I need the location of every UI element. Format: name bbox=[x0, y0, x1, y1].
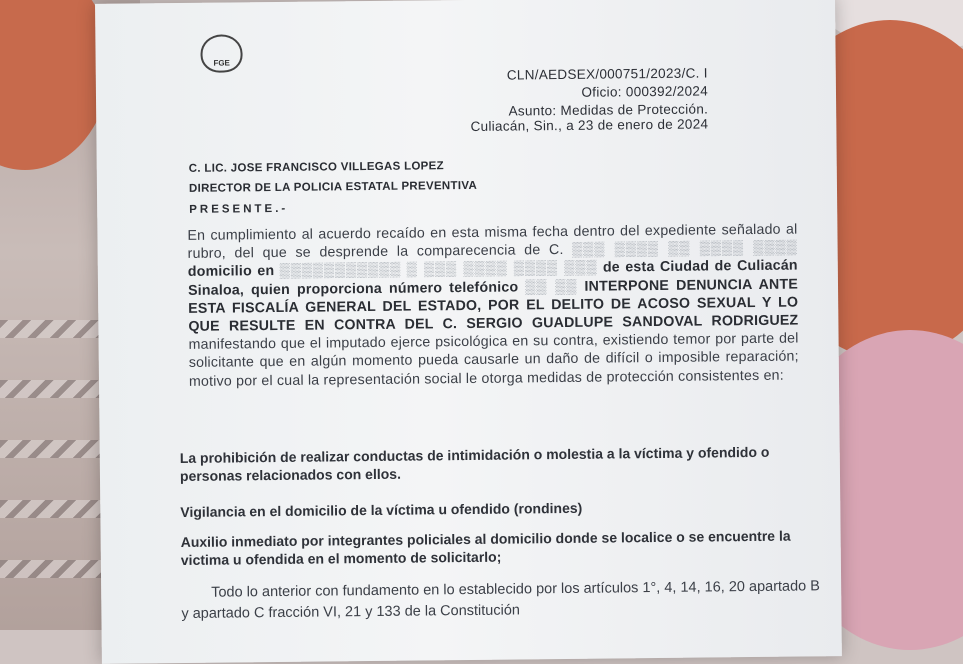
body-text: domicilio en bbox=[187, 263, 275, 281]
redacted-name: ▒▒▒ ▒▒▒▒ ▒▒ ▒▒▒▒ ▒▒▒▒ bbox=[572, 239, 798, 259]
recipient-name: C. LIC. JOSE FRANCISCO VILLEGAS LOPEZ bbox=[188, 160, 444, 175]
presente-line: PRESENTE.- bbox=[189, 202, 289, 216]
date-line: Culiacán, Sin., a 23 de enero de 2024 bbox=[470, 116, 709, 134]
measure-item: Auxilio inmediato por integrantes policiales al domicilio donde se localice o se encuentre la victima u ofendida en el momento de solicitarlo; bbox=[180, 527, 791, 569]
body-text: En cumplimiento al acuerdo recaído en esta misma fecha dentro del expediente señalado al rubro, del que se desprende la comparecencia de C. bbox=[187, 221, 798, 263]
seal-text: FGE bbox=[213, 58, 230, 68]
document-page bbox=[95, 0, 842, 664]
body-text: de esta Ciudad de Culiacán Sinaloa, quien proporciona número telefónico bbox=[187, 257, 798, 299]
closing-text: Todo lo anterior con fundamento en lo establecido por los artículos 1°, 4, 14, 16, 20 apartado B y apartado C fracción VI, 21 y 133 de la Constitución bbox=[181, 578, 820, 623]
oficio-number: Oficio: 000392/2024 bbox=[581, 83, 709, 100]
measure-item: Vigilancia en el domicilio de la víctima u ofendido (rondines) bbox=[180, 499, 583, 521]
agency-seal-icon bbox=[200, 34, 242, 72]
redacted-address: ▒ ▒▒▒ ▒▒▒▒ ▒▒▒▒ ▒▒▒ bbox=[406, 260, 598, 279]
asunto-line: Asunto: Medidas de Protección. bbox=[508, 101, 709, 119]
complaint-text: INTERPONE DENUNCIA ANTE ESTA FISCALÍA GENERAL DEL ESTADO, POR EL DELITO DE ACOSO SEXUAL Y LO QUE RESULTE EN CONTRA DEL C. SERGIO GUADLUPE SANDOVAL RODRIGUEZ bbox=[188, 276, 799, 335]
body-paragraph bbox=[187, 221, 799, 391]
redacted-address: ▒▒▒▒▒▒▒▒▒▒▒ bbox=[279, 262, 402, 280]
expediente-number: CLN/AEDSEX/000751/2023/C. I bbox=[506, 65, 708, 83]
recipient-title: DIRECTOR DE LA POLICIA ESTATAL PREVENTIVA bbox=[188, 179, 478, 195]
closing-paragraph bbox=[181, 576, 821, 625]
body-text: manifestando que el imputado ejerce psicológica en su contra, existiendo temor por parte del solicitante que en algún momento pueda causarle un daño de difícil o imposible reparación; motivo por el cual la representación social le otorga medidas de protección consistentes en: bbox=[188, 330, 799, 390]
measure-item: La prohibición de realizar conductas de intimidación o molestia a la víctima y ofendido o personas relacionados con ellos. bbox=[179, 443, 770, 485]
redacted-phone: ▒▒ ▒▒ bbox=[525, 278, 578, 295]
